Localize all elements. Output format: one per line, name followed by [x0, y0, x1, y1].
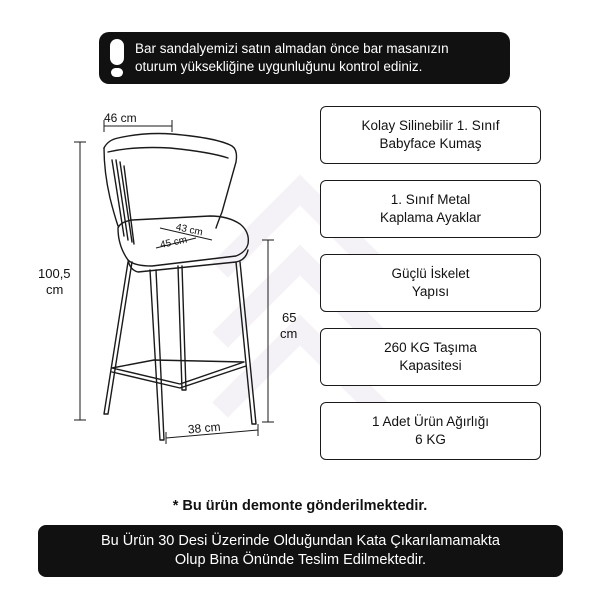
- dim-seat-height-value: 65: [282, 310, 297, 325]
- feature-line: Yapısı: [411, 284, 450, 299]
- feature-line: 260 KG Taşıma: [384, 340, 477, 355]
- bottom-notice-line1: Bu Ürün 30 Desi Üzerinde Olduğundan Kata Çıkarılamamakta: [101, 533, 500, 549]
- bar-chair-drawing: [0, 0, 320, 460]
- feature-line: Kapasitesi: [399, 358, 462, 373]
- feature-box-frame: [320, 254, 541, 312]
- bottom-notice-line2: Olup Bina Önünde Teslim Edilmektedir.: [174, 552, 427, 568]
- feature-line: 1. Sınıf Metal: [390, 192, 471, 207]
- chair-footrest: [112, 360, 244, 384]
- feature-line: Kolay Silinebilir 1. Sınıf: [361, 118, 500, 133]
- dim-seat-height-unit: cm: [280, 326, 298, 341]
- feature-line: Babyface Kumaş: [379, 136, 482, 151]
- feature-box-fabric: [320, 106, 541, 164]
- feature-line: 6 KG: [415, 432, 446, 447]
- feature-box-capacity: [320, 328, 541, 386]
- feature-box-weight: [320, 402, 541, 460]
- feature-box-legs: [320, 180, 541, 238]
- feature-line: Güçlü İskelet: [391, 266, 470, 281]
- chair-leg-back-right: [178, 266, 186, 390]
- feature-line: 1 Adet Ürün Ağırlığı: [371, 414, 490, 429]
- dim-total-height-value: 100,5: [38, 266, 71, 281]
- dim-base-width: 38 cm: [187, 419, 222, 437]
- dim-seat-depth: 43 cm: [174, 222, 204, 239]
- top-notice-line1: Bar sandalyemizi satın almadan önce bar masanızın: [135, 41, 449, 56]
- dim-top-width: 46 cm: [104, 111, 137, 125]
- assembly-note: * Bu ürün demonte gönderilmektedir.: [172, 498, 428, 514]
- feature-line: Kaplama Ayaklar: [379, 210, 482, 225]
- chair-leg-front-left: [150, 270, 164, 440]
- top-notice-line2: oturum yüksekliğine uygunluğunu kontrol ediniz.: [135, 59, 423, 74]
- dim-total-height-unit: cm: [46, 282, 64, 297]
- bottom-notice-banner: [38, 525, 563, 577]
- chair-leg-front-right: [236, 262, 256, 424]
- chair-leg-back-left: [104, 262, 132, 414]
- dim-seat-width: 45 cm: [159, 234, 189, 251]
